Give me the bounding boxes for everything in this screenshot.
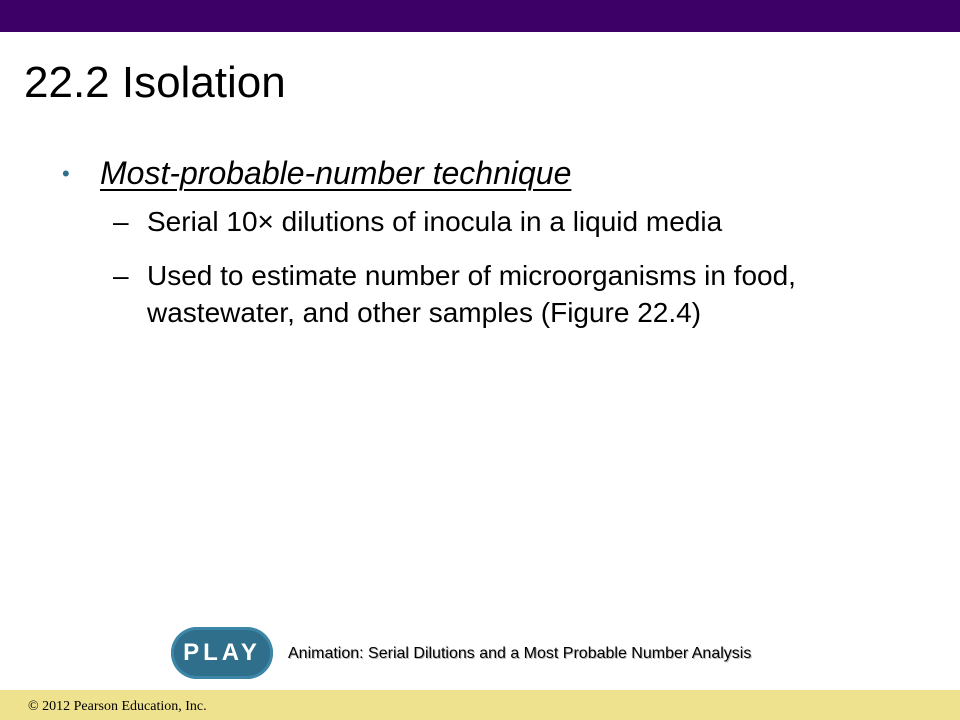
sub-bullet-text: Used to estimate number of microorganisms in food, wastewater, and other samples (Figure 22.4)	[147, 260, 796, 328]
play-button[interactable]	[171, 627, 273, 679]
animation-link[interactable]: Animation: Serial Dilutions and a Most Probable Number Analysis	[288, 645, 752, 662]
slide-title: 22.2 Isolation	[24, 58, 286, 107]
play-label: PLAY	[183, 639, 261, 666]
bullet-dot-icon: •	[62, 161, 70, 186]
sub-bullet-text: Serial 10× dilutions of inocula in a liquid media	[147, 206, 723, 237]
sub-bullet-dash: –	[113, 260, 129, 291]
top-accent-bar	[0, 0, 960, 32]
main-bullet-text: Most-probable-number technique	[100, 155, 572, 191]
copyright-text: © 2012 Pearson Education, Inc.	[28, 699, 207, 714]
sub-bullet-dash: –	[113, 206, 129, 237]
